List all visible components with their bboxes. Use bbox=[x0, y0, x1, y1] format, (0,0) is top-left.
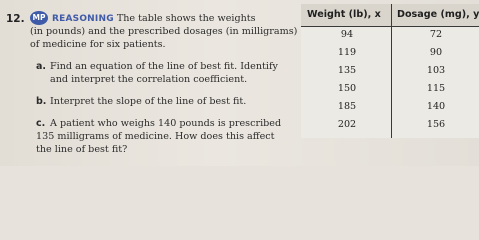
part-c-line-1: A patient who weighs 140 pounds is prescribed bbox=[50, 118, 282, 129]
table-cell-weight: 150 bbox=[337, 83, 357, 94]
table-cell-dosage: 103 bbox=[426, 65, 446, 76]
reasoning-keyword: REASONING bbox=[52, 14, 114, 24]
header-weight: Weight (lb), x bbox=[307, 9, 381, 20]
exercise-number: 12. bbox=[6, 13, 25, 25]
table-cell-weight: 135 bbox=[337, 65, 357, 76]
table-cell-dosage: 72 bbox=[429, 29, 443, 40]
table-cell-weight: 202 bbox=[337, 119, 357, 130]
table-cell-weight: 185 bbox=[337, 101, 357, 112]
part-c-letter: c. bbox=[36, 118, 46, 129]
data-table bbox=[301, 4, 479, 138]
part-c-line-3: the line of best fit? bbox=[36, 144, 128, 155]
table-cell-weight: 94 bbox=[340, 29, 354, 40]
part-b-line-1: Interpret the slope of the line of best fit. bbox=[50, 96, 247, 107]
header-divider bbox=[301, 26, 479, 27]
table-cell-dosage: 115 bbox=[426, 83, 446, 94]
table-cell-dosage: 90 bbox=[429, 47, 443, 58]
intro-text-1: The table shows the weights bbox=[116, 13, 256, 24]
part-b-letter: b. bbox=[36, 96, 47, 107]
part-c-line-2: 135 milligrams of medicine. How does this affect bbox=[36, 131, 275, 142]
intro-line-1 bbox=[52, 13, 256, 25]
table-cell-weight: 119 bbox=[337, 47, 357, 58]
table-cell-dosage: 140 bbox=[426, 101, 446, 112]
part-a-line-1: Find an equation of the line of best fit. Identify bbox=[50, 61, 278, 72]
column-divider bbox=[391, 4, 392, 138]
header-dosage: Dosage (mg), y bbox=[397, 9, 479, 20]
mp-badge-icon: MP bbox=[30, 11, 48, 25]
intro-line-2: (in pounds) and the prescribed dosages (in milligrams) bbox=[30, 26, 298, 37]
table-header bbox=[301, 4, 479, 26]
part-a-line-2: and interpret the correlation coefficient. bbox=[50, 74, 248, 85]
part-a-letter: a. bbox=[36, 61, 47, 72]
intro-line-3: of medicine for six patients. bbox=[30, 39, 166, 50]
table-cell-dosage: 156 bbox=[426, 119, 446, 130]
